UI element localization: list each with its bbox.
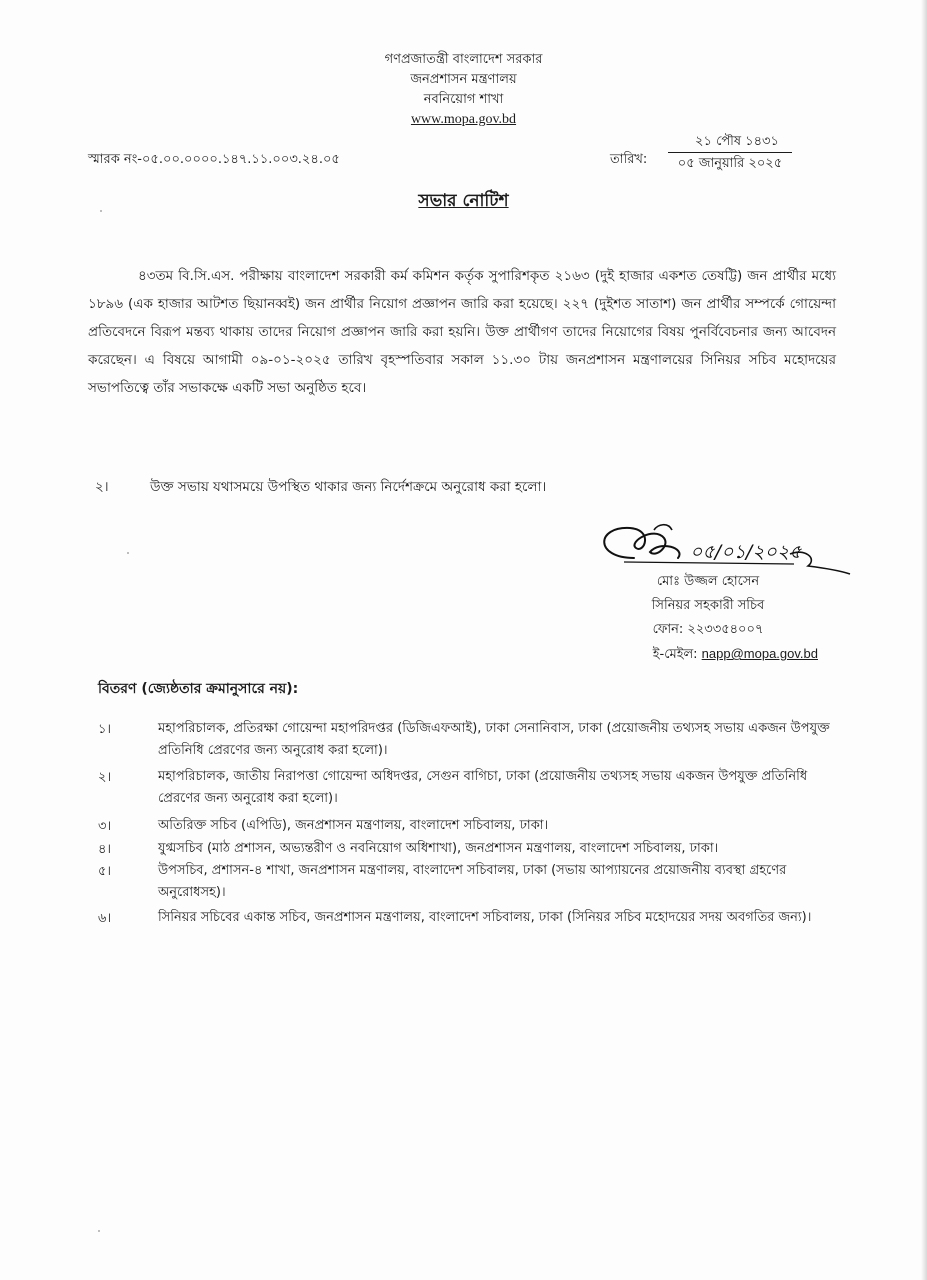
distribution-item-text: মহাপরিচালক, প্রতিরক্ষা গোয়েন্দা মহাপরিদপ্তর (ডিজিএফআই), ঢাকা সেনানিবাস, ঢাকা (প্রয়োজনীয় তথ্যসহ সভায় একজন উপযুক্ত প্রতিনিধি প্রেরণের জন্য অনুরোধ করা হলো)। [158,721,830,758]
distribution-item-text: যুগ্মসচিব (মাঠ প্রশাসন, অভ্যন্তরীণ ও নবনিয়োগ অধিশাখা), জনপ্রশাসন মন্ত্রণালয়, বাংলাদেশ সচিবালয়, ঢাকা। [158,841,719,856]
paragraph-1: ৪৩তম বি.সি.এস. পরীক্ষায় বাংলাদেশ সরকারী কর্ম কমিশন কর্তৃক সুপারিশকৃত ২১৬৩ (দুই হাজার একশত তেষট্টি) জন প্রার্থীর মধ্যে ১৮৯৬ (এক হাজার আটশত ছিয়ানব্বই) জন প্রার্থীর নিয়োগ প্রজ্ঞাপন জারি করা হয়েছে। ২২৭ (দুইশত সাতাশ) জন প্রার্থীর সম্পর্কে গোয়েন্দা প্রতিবেদনে বিরূপ মন্তব্য থাকায় তাদের নিয়োগ প্রজ্ঞাপন জারি করা হয়নি। উক্ত প্রার্থীগণ তাদের নিয়োগের বিষয় পুনর্বিবেচনার জন্য আবেদন করেছেন। এ বিষয়ে আগামী ০৯-০১-২০২৫ তারিখ বৃহস্পতিবার সকাল ১১.৩০ টায় জনপ্রশাসন মন্ত্রণালয়ের সিনিয়র সচিব মহোদয়ের সভাপতিত্বে তাঁর সভাকক্ষে একটি সভা অনুষ্ঠিত হবে। [88,268,836,396]
signatory-block [598,570,818,667]
date-english: ০৫ জানুয়ারি ২০২৫ [677,156,783,171]
distribution-item-number: ৪। [98,842,112,857]
date-label: তারিখ: [610,152,648,167]
date-block [668,132,792,175]
section-name: নবনিয়োগ শাখা [423,92,504,107]
ministry-name: জনপ্রশাসন মন্ত্রণালয় [410,72,517,87]
distribution-item-number: ৬। [98,911,112,926]
email-link[interactable]: napp@mopa.gov.bd [701,646,818,661]
distribution-item-text: অতিরিক্ত সচিব (এপিডি), জনপ্রশাসন মন্ত্রণালয়, বাংলাদেশ সচিবালয়, ঢাকা। [158,818,549,833]
distribution-item-text: সিনিয়র সচিবের একান্ত সচিব, জনপ্রশাসন মন্ত্রণালয়, বাংলাদেশ সচিবালয়, ঢাকা (সিনিয়র সচিব মহোদয়ের সদয় অবগতির জন্য)। [158,910,812,925]
paragraph-2-number: ২। [95,479,109,495]
signatory-email-line [598,642,818,667]
email-label: ই-মেইল: [652,647,698,662]
date-bangla: ২১ পৌষ ১৪৩১ [668,132,792,153]
signature-date: ০৫/০১/২০২৫ [690,541,802,563]
document-title: সভার নোটিশ [418,191,509,211]
distribution-item-text: মহাপরিচালক, জাতীয় নিরাপত্তা গোয়েন্দা অধিদপ্তর, সেগুন বাগিচা, ঢাকা (প্রয়োজনীয় তথ্যসহ সভায় একজন উপযুক্ত প্রতিনিধি প্রেরণের জন্য অনুরোধ করা হলো)। [158,769,808,806]
distribution-heading: বিতরণ (জ্যেষ্ঠতার ক্রমানুসারে নয়): [98,681,299,697]
signatory-name: মোঃ উজ্জল হোসেন [656,574,760,589]
signatory-phone: ফোন: ২২৩৩৫৪০০৭ [652,622,764,637]
distribution-item-text: উপসচিব, প্রশাসন-৪ শাখা, জনপ্রশাসন মন্ত্রণালয়, বাংলাদেশ সচিবালয়, ঢাকা (সভায় আপ্যায়নের প্রয়োজনীয় ব্যবস্থা গ্রহণের অনুরোধসহ)। [158,863,787,900]
signatory-designation: সিনিয়র সহকারী সচিব [651,598,765,613]
distribution-item-number: ১। [98,722,112,737]
distribution-item-number: ২। [98,770,112,785]
paragraph-2-text: উক্ত সভায় যথাসময়ে উপস্থিত থাকার জন্য নির্দেশক্রমে অনুরোধ করা হলো। [150,479,547,495]
scan-speck [127,552,129,554]
government-name: গণপ্রজাতন্ত্রী বাংলাদেশ সরকার [384,52,543,67]
letterhead [0,50,927,130]
website-link[interactable]: www.mopa.gov.bd [410,112,517,127]
distribution-item-number: ৩। [98,819,112,834]
scan-speck [98,1230,100,1232]
memo-number: স্মারক নং-০৫.০০.০০০০.১৪৭.১১.০০৩.২৪.০৫ [88,152,340,167]
distribution-item-number: ৫। [98,864,112,879]
